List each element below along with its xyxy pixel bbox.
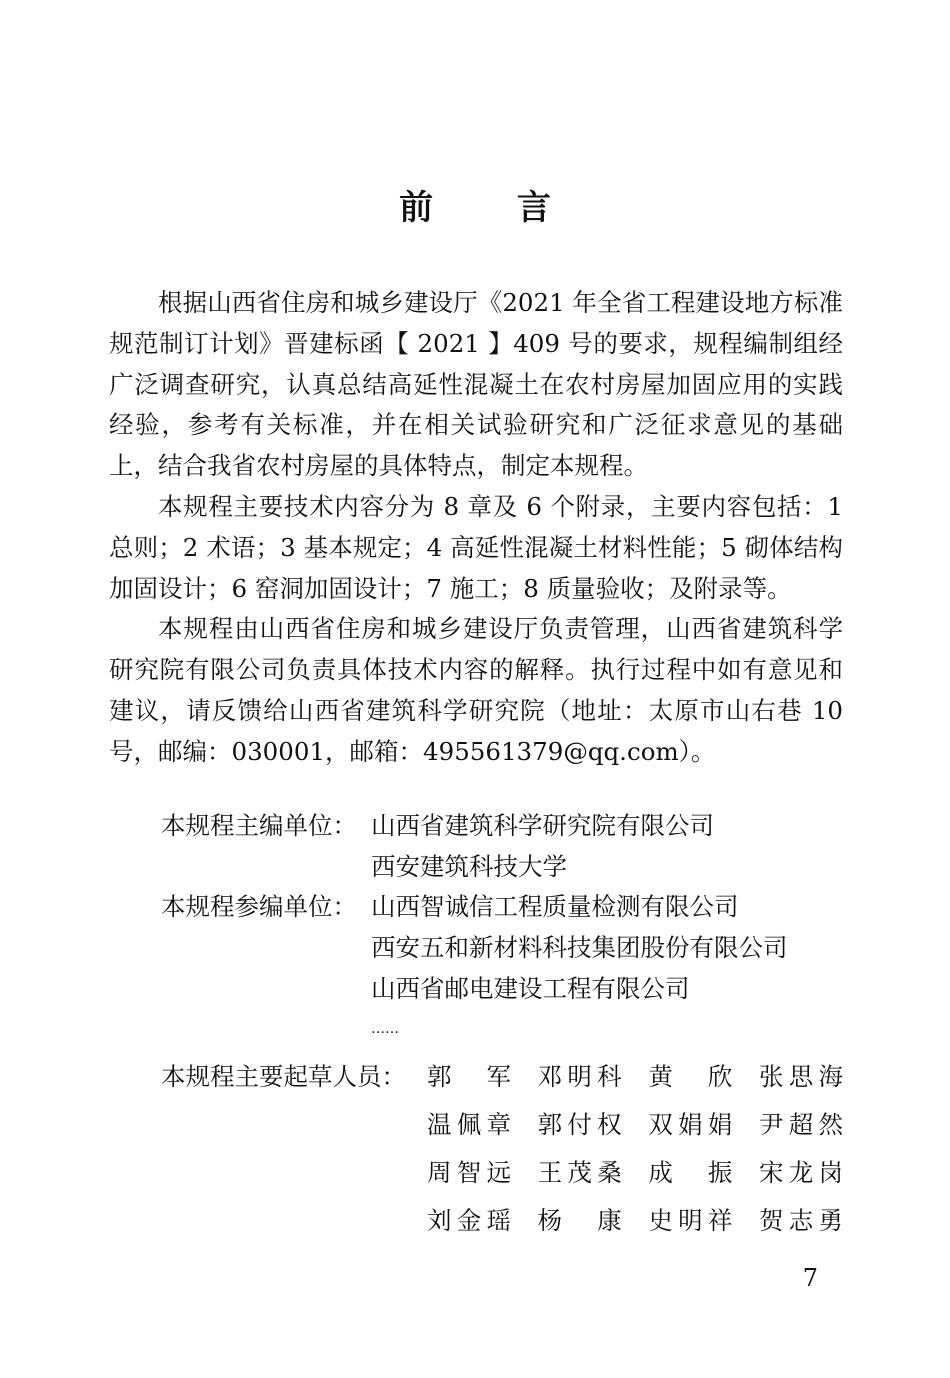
drafter-name: 郭 军 [427, 1062, 511, 1091]
drafter-name: 贺 志 勇 [758, 1206, 843, 1235]
ellipsis: …… [371, 1021, 399, 1038]
participating-unit: 西安五和新材料科技集团股份有限公司 [371, 932, 788, 962]
drafter-name: 周 智 远 [427, 1158, 511, 1187]
paragraph-management: 本规程由山西省住房和城乡建设厅负责管理，山西省建筑科学研究院有限公司负责具体技术内容的解释。执行过程中如有意见和建议，请反馈给山西省建筑科学研究院（地址：太原市山右巷 10 号，邮编：030001，邮箱：495561379@qq.com）。 [109, 614, 843, 766]
unit-row [109, 887, 843, 928]
drafter-row [109, 1197, 843, 1245]
unit-row [109, 1009, 843, 1050]
participating-units-section [109, 887, 843, 1050]
paragraph-basis: 根据山西省住房和城乡建设厅《2021 年全省工程建设地方标准规范制订计划》晋建标函【 2021 】409 号的要求，规程编制组经广泛调查研究，认真总结高延性混凝土在农村房屋加固应用的实践经验，参考有关标准，并在相关试验研究和广泛征求意见的基础上，结合我省农村房屋的具体特点，制定本规程。 [109, 288, 843, 481]
drafter-name: 温 佩 章 [427, 1110, 511, 1139]
participating-unit: 山西省邮电建设工程有限公司 [371, 973, 690, 1003]
chief-units-label: 本规程主编单位： [161, 811, 357, 840]
chief-unit: 西安建筑科技大学 [371, 851, 567, 881]
drafter-name: 王 茂 桑 [537, 1158, 622, 1187]
participating-unit: 山西智诚信工程质量检测有限公司 [371, 892, 739, 921]
unit-row [109, 847, 843, 888]
preface-body [109, 283, 843, 773]
unit-row [109, 969, 843, 1010]
page-title: 前 言 [399, 188, 587, 228]
drafter-name: 尹 超 然 [758, 1110, 843, 1139]
drafter-name: 双 娟 娟 [648, 1110, 733, 1139]
participating-units-label: 本规程参编单位： [161, 892, 357, 921]
drafter-name: 宋 龙 岗 [758, 1158, 843, 1187]
drafter-name: 张 思 海 [758, 1062, 843, 1091]
drafters-section [109, 1053, 843, 1245]
chief-unit: 山西省建筑科学研究院有限公司 [371, 811, 714, 840]
drafter-row [109, 1149, 843, 1197]
unit-row [109, 806, 843, 847]
unit-row [109, 928, 843, 969]
paragraph-contents: 本规程主要技术内容分为 8 章及 6 个附录，主要内容包括：1 总则；2 术语；3 基本规定；4 高延性混凝土材料性能；5 砌体结构加固设计；6 窑洞加固设计；7 施工；8 质量验收；及附录等。 [109, 491, 843, 603]
drafter-name: 黄 欣 [648, 1062, 733, 1091]
drafter-row [109, 1101, 843, 1149]
drafter-name: 郭 付 权 [537, 1110, 622, 1139]
chief-units-section [109, 806, 843, 888]
page-number: 7 [802, 1264, 818, 1292]
drafter-name: 邓 明 科 [537, 1062, 622, 1091]
drafter-name: 成 振 [648, 1158, 733, 1187]
drafter-name: 刘 金 瑶 [427, 1206, 511, 1235]
drafter-name: 史 明 祥 [648, 1206, 733, 1235]
drafters-label: 本规程主要起草人员： [161, 1062, 406, 1091]
drafter-row [109, 1053, 843, 1101]
drafter-name: 杨 康 [537, 1206, 622, 1235]
